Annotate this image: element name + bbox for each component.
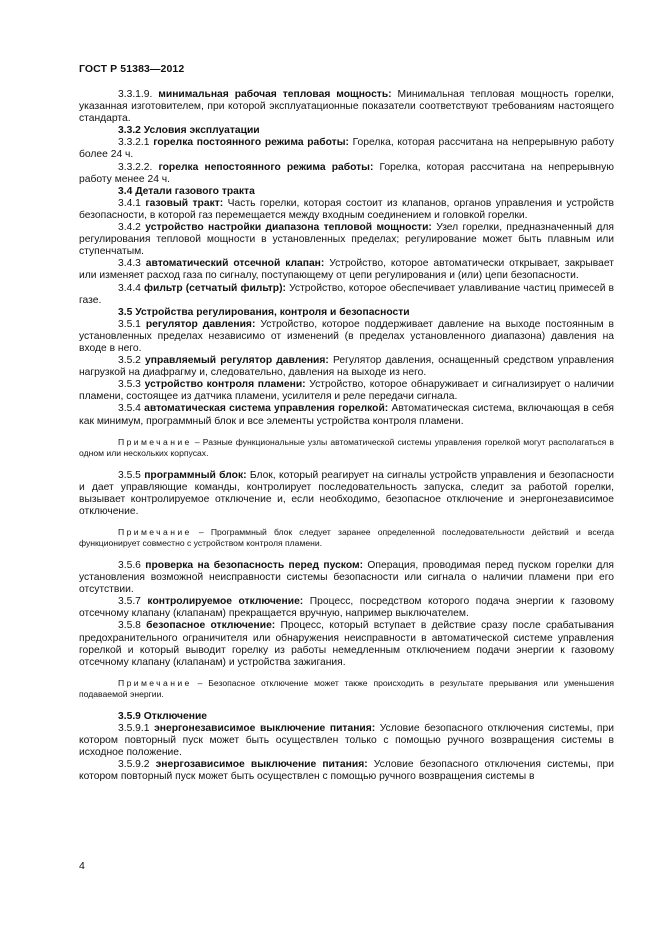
defined-term: безопасное отключение: bbox=[146, 620, 276, 632]
section-heading bbox=[79, 307, 614, 319]
section-title: Условия эксплуатации bbox=[143, 125, 260, 137]
section-heading bbox=[79, 125, 614, 137]
defined-term: контролируемое отключение: bbox=[147, 596, 304, 608]
definition-paragraph bbox=[79, 162, 614, 186]
defined-term: фильтр (сетчатый фильтр): bbox=[144, 282, 286, 294]
page-number: 4 bbox=[79, 860, 85, 872]
document-body bbox=[79, 89, 614, 783]
definition-text: Автоматическая система, включающая в себя как минимум, программный блок и все элементы устройства контроля пламени. bbox=[79, 403, 614, 427]
defined-term: энергозависимое выключение питания: bbox=[155, 759, 368, 771]
definition-paragraph bbox=[79, 355, 614, 379]
section-heading bbox=[79, 711, 614, 723]
defined-term: автоматический отсечной клапан: bbox=[145, 258, 325, 270]
definition-paragraph bbox=[79, 470, 614, 518]
clause-number: 3.5.4 bbox=[118, 403, 141, 415]
definition-text: Устройство, которое обеспечивает улавливание частиц примесей в газе. bbox=[79, 282, 614, 306]
section-title: Устройства регулирования, контроля и безопасности bbox=[135, 306, 410, 318]
section-number: 3.3.2 bbox=[118, 125, 141, 137]
note-text: – Программный блок следует заранее определенной последовательности действий и всегда функционирует совместно с устройством контроля пламени. bbox=[79, 527, 614, 548]
definition-text: Условие безопасного отключения системы, при котором повторный пуск может быть осуществлен только с помощью ручного возвращения системы в исходное положение. bbox=[79, 722, 614, 759]
document-header: ГОСТ Р 51383—2012 bbox=[79, 63, 185, 75]
clause-number: 3.5.1 bbox=[118, 318, 141, 330]
definition-paragraph bbox=[79, 222, 614, 258]
definition-text: Горелка, которая рассчитана на непрерывную работу менее 24 ч. bbox=[79, 161, 614, 185]
definition-paragraph bbox=[79, 560, 614, 596]
clause-number: 3.5.6 bbox=[118, 560, 141, 571]
definition-text: Условие безопасного отключения системы, при котором повторный пуск может быть осуществлен с помощью ручного возвращения системы в bbox=[79, 759, 614, 783]
definition-text: Устройство, которое автоматически открывает, закрывает или изменяет расход газа по сигналу, поступающему от цепи регулирования и (или) цепи безопасности. bbox=[79, 258, 614, 282]
definition-text: Узел горелки, предназначенный для регулирования тепловой мощности в установленных пределах; регулирование может быть плавным или ступенчатым. bbox=[79, 222, 614, 258]
section-title: Детали газового тракта bbox=[135, 185, 255, 197]
definition-paragraph bbox=[79, 258, 614, 282]
section-number: 3.5.9 bbox=[118, 710, 141, 722]
clause-number: 3.5.3 bbox=[118, 379, 141, 391]
note-text: – Безопасное отключение может также происходить в результате прерывания или уменьшения подаваемой энергии. bbox=[79, 677, 614, 699]
note-label: Примечание bbox=[118, 527, 192, 537]
note-text: – Разные функциональные узлы автоматической системы управления горелкой могут располагаться в одном или нескольких корпусах. bbox=[79, 436, 614, 458]
clause-number: 3.5.9.2 bbox=[118, 759, 150, 771]
definition-paragraph bbox=[79, 319, 614, 355]
defined-term: регулятор давления: bbox=[145, 318, 256, 330]
definition-text: Процесс, который вступает в действие сразу после срабатывания предохранительного ограничителя или обнаружения неисправности в автоматической системе управления горелкой и который выводит горелку из работы немедленным отключением подачи энергии к газовому отсечному клапану (клапанам) и устройства зажигания. bbox=[79, 620, 614, 668]
defined-term: горелка непостоянного режима работы: bbox=[158, 161, 374, 173]
clause-number: 3.5.8 bbox=[118, 620, 141, 632]
defined-term: устройство контроля пламени: bbox=[144, 379, 306, 391]
definition-text: Часть горелки, которая состоит из клапанов, органов управления и устройств безопасности, в которой газ перемещается между входным соединением и головкой горелки. bbox=[79, 197, 614, 221]
definition-paragraph bbox=[79, 596, 614, 620]
clause-number: 3.3.2.1 bbox=[118, 137, 150, 149]
definition-paragraph bbox=[79, 723, 614, 759]
definition-text: Устройство, которое обнаруживает и сигнализирует о наличии пламени, состоящее из датчика пламени, усилителя и реле передачи сигнала. bbox=[79, 379, 614, 403]
defined-term: минимальная рабочая тепловая мощность: bbox=[158, 89, 392, 100]
definition-paragraph bbox=[79, 89, 614, 125]
definition-paragraph bbox=[79, 283, 614, 307]
note-label: Примечание bbox=[118, 677, 192, 688]
section-heading bbox=[79, 186, 614, 198]
definition-text: Процесс, посредством которого подача энергии к газовому отсечному клапану (клапанам) прекращается вручную, например выключателем. bbox=[79, 596, 614, 620]
defined-term: горелка постоянного режима работы: bbox=[153, 137, 349, 149]
defined-term: устройство настройки диапазона тепловой мощности: bbox=[145, 222, 432, 234]
clause-number: 3.4.4 bbox=[118, 282, 141, 294]
clause-number: 3.5.2 bbox=[118, 355, 141, 367]
definition-text: Регулятор давления, оснащенный средством управления нагрузкой на диафрагму и, следовательно, давления на выходе из него. bbox=[79, 355, 614, 379]
clause-number: 3.3.1.9. bbox=[118, 89, 153, 100]
note bbox=[79, 527, 614, 549]
clause-number: 3.3.2.2. bbox=[118, 161, 153, 173]
definition-text: Горелка, которая рассчитана на непрерывную работу более 24 ч. bbox=[79, 137, 614, 161]
note bbox=[79, 678, 614, 700]
clause-number: 3.5.5 bbox=[118, 469, 141, 481]
definition-paragraph bbox=[79, 403, 614, 427]
definition-paragraph bbox=[79, 379, 614, 403]
definition-paragraph bbox=[79, 759, 614, 783]
clause-number: 3.4.2 bbox=[118, 222, 141, 234]
section-title: Отключение bbox=[143, 710, 208, 722]
defined-term: газовый тракт: bbox=[145, 197, 224, 209]
note bbox=[79, 437, 614, 459]
defined-term: программный блок: bbox=[144, 469, 247, 481]
definition-text: Устройство, которое поддерживает давление на выходе постоянным в установленных пределах независимо от изменений (в пределах установленного диапазона) давления на входе в него. bbox=[79, 318, 614, 354]
definition-paragraph bbox=[79, 137, 614, 161]
clause-number: 3.5.7 bbox=[118, 596, 141, 608]
note-label: Примечание bbox=[118, 436, 192, 447]
defined-term: автоматическая система управления горелкой: bbox=[144, 403, 389, 415]
defined-term: энергонезависимое выключение питания: bbox=[154, 722, 376, 734]
definition-text: Минимальная тепловая мощность горелки, указанная изготовителем, при которой эксплуатационные показатели соответствуют требованиям настоящего стандарта. bbox=[79, 89, 614, 125]
section-number: 3.5 bbox=[118, 306, 133, 318]
clause-number: 3.5.9.1 bbox=[118, 722, 150, 734]
defined-term: проверка на безопасность перед пуском: bbox=[145, 560, 364, 571]
definition-text: Блок, который реагирует на сигналы устройств управления и безопасности и дает управляющие команды, контролирует последовательность запуска, следит за работой горелки, вызывает контролируемое отключение и, если необходимо, безопасное отключение и энергонезависимое отключение. bbox=[79, 469, 614, 517]
defined-term: управляемый регулятор давления: bbox=[145, 355, 329, 367]
definition-text: Операция, проводимая перед пуском горелки для установления возможной неисправности системы безопасности или сигнала о наличии пламени при его отсутствии. bbox=[79, 560, 614, 596]
clause-number: 3.4.1 bbox=[118, 197, 141, 209]
definition-paragraph bbox=[79, 198, 614, 222]
clause-number: 3.4.3 bbox=[118, 258, 141, 270]
section-number: 3.4 bbox=[118, 185, 133, 197]
definition-paragraph bbox=[79, 620, 614, 668]
